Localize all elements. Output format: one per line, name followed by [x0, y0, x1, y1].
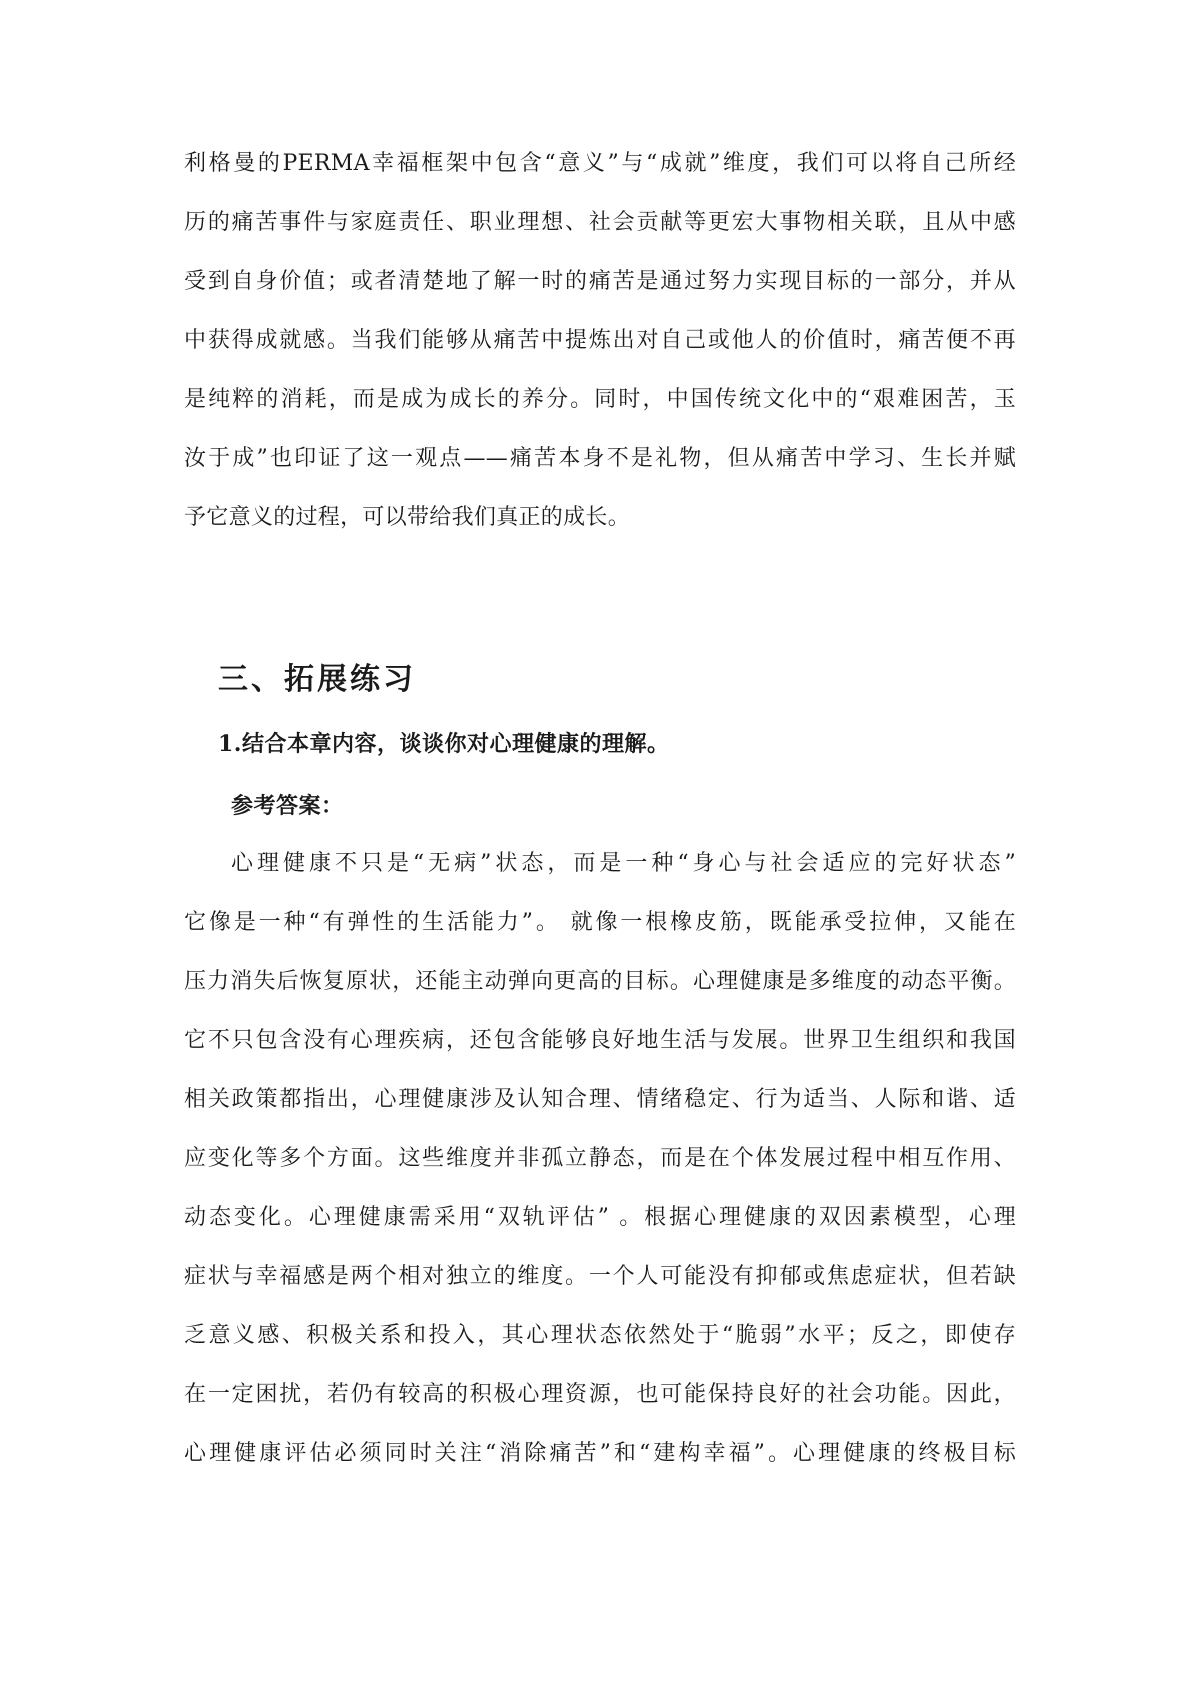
answer-line-3: 压力消失后恢复原状，还能主动弹向更高的目标。心理健康是多维度的动态平衡。	[184, 969, 1016, 994]
intro-line-5: 是纯粹的消耗，而是成为成长的养分。同时，中国传统文化中的“艰难困苦，玉	[184, 387, 1016, 412]
intro-line-4: 中获得成就感。当我们能够从痛苦中提炼出对自己或他人的价值时，痛苦便不再	[184, 328, 1016, 353]
answer-label: 参考答案：	[231, 793, 344, 819]
answer-line-8: 症状与幸福感是两个相对独立的维度。一个人可能没有抑郁或焦虑症状，但若缺	[184, 1264, 1016, 1289]
answer-line-5: 相关政策都指出，心理健康涉及认知合理、情绪稳定、行为适当、人际和谐、适	[184, 1087, 1016, 1112]
answer-line-9: 乏意义感、积极关系和投入，其心理状态依然处于“脆弱”水平；反之，即使存	[184, 1323, 1016, 1348]
answer-line-11: 心理健康评估必须同时关注“消除痛苦”和“建构幸福”。心理健康的终极目标	[184, 1441, 1016, 1466]
section-heading: 三、拓展练习	[218, 662, 416, 697]
intro-line-3: 受到自身价值；或者清楚地了解一时的痛苦是通过努力实现目标的一部分，并从	[184, 269, 1016, 294]
intro-line-6: 汝于成”也印证了这一观点——痛苦本身不是礼物，但从痛苦中学习、生长并赋	[184, 446, 1016, 471]
answer-line-10: 在一定困扰，若仍有较高的积极心理资源，也可能保持良好的社会功能。因此，	[184, 1382, 1016, 1407]
answer-line-2: 它像是一种“有弹性的生活能力”。 就像一根橡皮筋，既能承受拉伸，又能在	[184, 910, 1016, 935]
intro-line-7: 予它意义的过程，可以带给我们真正的成长。	[184, 505, 631, 530]
question-text: 1.结合本章内容，谈谈你对心理健康的理解。	[218, 731, 670, 757]
answer-line-4: 它不只包含没有心理疾病，还包含能够良好地生活与发展。世界卫生组织和我国	[184, 1028, 1016, 1053]
answer-line-1: 心理健康不只是“无病”状态，而是一种“身心与社会适应的完好状态”	[231, 851, 1016, 876]
intro-line-2: 历的痛苦事件与家庭责任、职业理想、社会贡献等更宏大事物相关联，且从中感	[184, 210, 1016, 235]
intro-line-1: 利格曼的PERMA幸福框架中包含“意义”与“成就”维度，我们可以将自己所经	[184, 151, 1016, 176]
answer-line-6: 应变化等多个方面。这些维度并非孤立静态，而是在个体发展过程中相互作用、	[184, 1146, 1016, 1171]
answer-line-7: 动态变化。心理健康需采用“双轨评估” 。根据心理健康的双因素模型，心理	[184, 1205, 1016, 1230]
